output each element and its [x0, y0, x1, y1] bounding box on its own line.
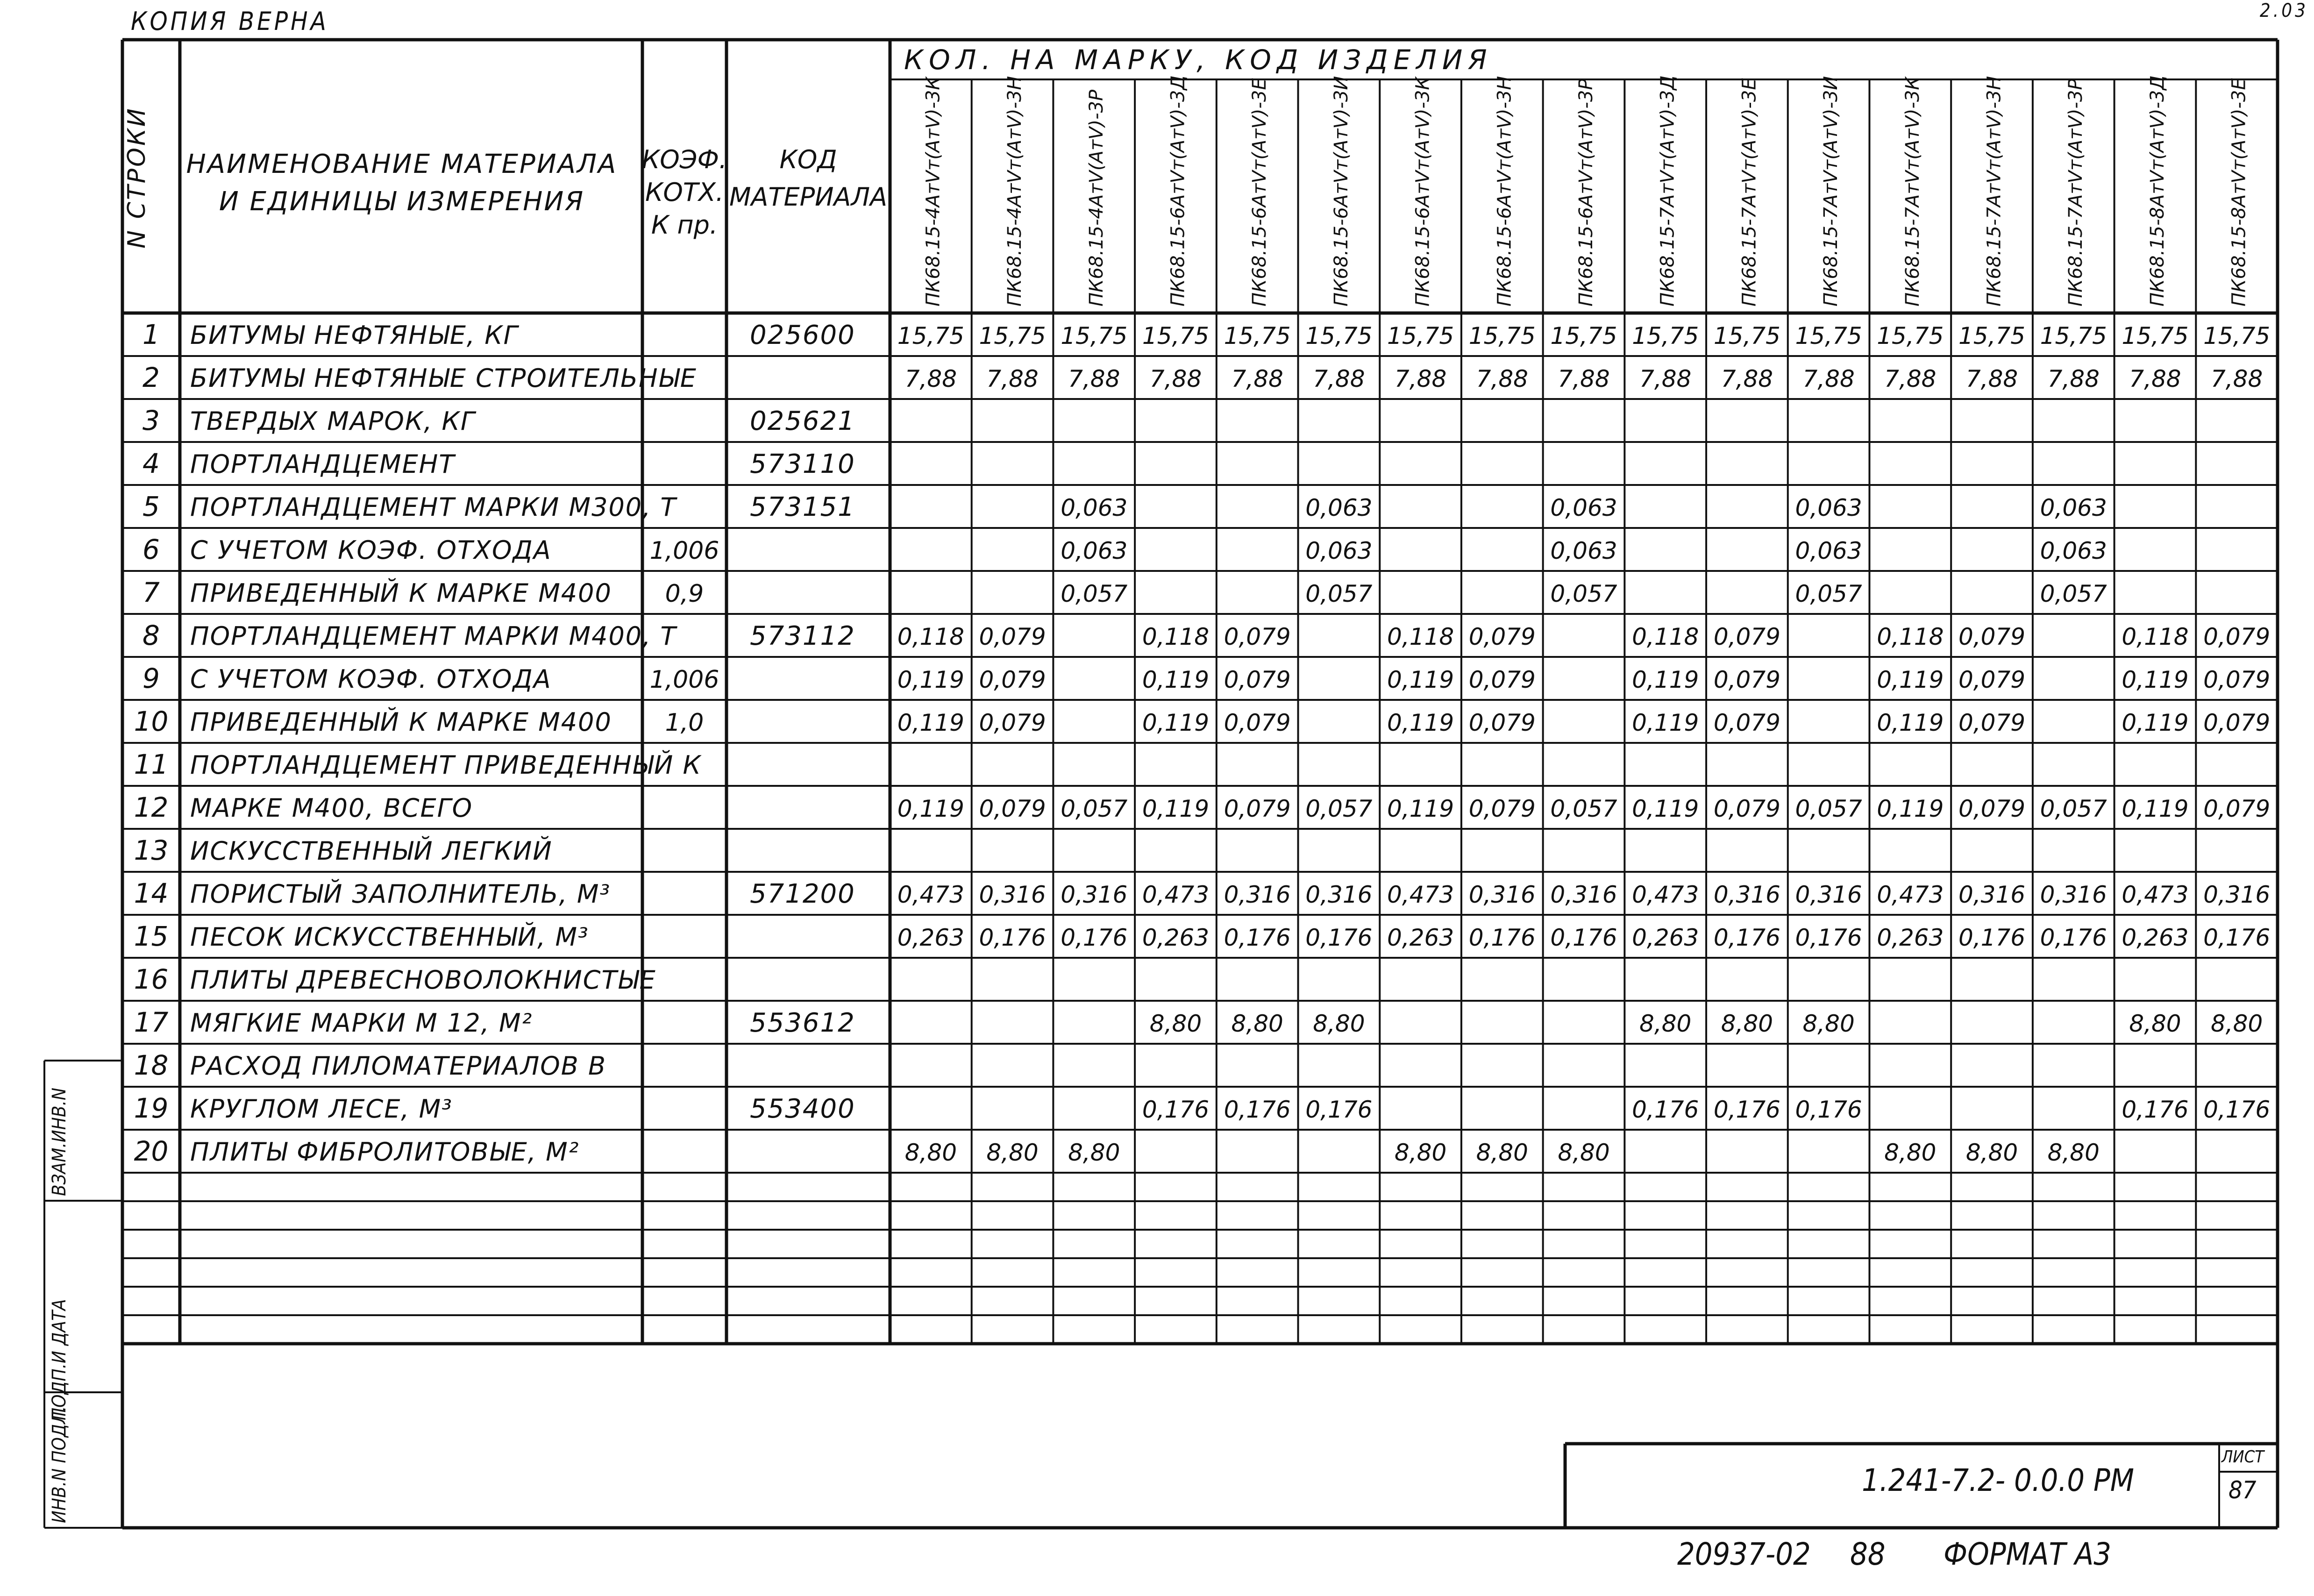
quantity-value: 0,079 [2203, 666, 2271, 693]
quantity-value: 0,079 [1958, 795, 2026, 822]
quantity-value: 15,75 [1387, 322, 1454, 349]
row-number: 13 [134, 834, 169, 866]
quantity-value: 0,316 [1305, 881, 1373, 908]
quantity-value: 0,063 [1061, 537, 1128, 564]
quantity-value: 0,119 [1632, 666, 1699, 693]
material-code: 571200 [750, 879, 855, 909]
material-name: ПЛИТЫ ФИБРОЛИТОВЫЕ, М² [190, 1137, 580, 1167]
product-code-header: ПК68.15-6АтVт(АтV)-3Д [1167, 75, 1189, 306]
quantity-value: 0,057 [1061, 580, 1128, 607]
table-content [123, 44, 2270, 1167]
quantity-value: 0,263 [897, 924, 964, 951]
quantity-value: 15,75 [1958, 322, 2026, 349]
quantity-value: 7,88 [1394, 365, 1447, 392]
quantity-value: 0,063 [2040, 537, 2107, 564]
quantity-value: 0,057 [1305, 795, 1373, 822]
coef-header-line-3: К пр. [651, 210, 718, 240]
quantity-value: 0,176 [1468, 924, 1536, 951]
quantity-value: 0,263 [1142, 924, 1210, 951]
quantity-value: 8,80 [904, 1139, 957, 1166]
quantity-value: 0,079 [979, 795, 1046, 822]
product-code-header: ПК68.15-4АтV(АтV)-3Р [1085, 89, 1107, 306]
row-number: 10 [134, 705, 169, 737]
material-name-header-line-2: И ЕДИНИЦЫ ИЗМЕРЕНИЯ [219, 186, 585, 217]
quantity-value: 0,119 [2122, 795, 2189, 822]
quantity-value: 8,80 [1965, 1139, 2018, 1166]
product-group-header: КОЛ. НА МАРКУ, КОД ИЗДЕЛИЯ [904, 44, 1493, 76]
quantity-value: 0,057 [1550, 795, 1617, 822]
material-code-header-line-2: МАТЕРИАЛА [729, 182, 888, 212]
quantity-value: 15,75 [1142, 322, 1210, 349]
quantity-value: 0,176 [1305, 1096, 1373, 1123]
material-name: ПОРИСТЫЙ ЗАПОЛНИТЕЛЬ, М³ [190, 879, 611, 909]
quantity-value: 0,057 [1061, 795, 1128, 822]
quantity-value: 0,079 [1224, 623, 1291, 650]
quantity-value: 0,118 [2122, 623, 2189, 650]
quantity-value: 0,176 [2122, 1096, 2189, 1123]
quantity-value: 0,118 [897, 623, 964, 650]
quantity-value: 0,119 [897, 709, 964, 736]
quantity-value: 0,057 [1795, 795, 1862, 822]
coefficient-value: 1,0 [665, 709, 704, 737]
quantity-value: 7,88 [1802, 365, 1855, 392]
quantity-value: 0,316 [1061, 881, 1128, 908]
quantity-value: 0,063 [1795, 494, 1862, 521]
material-code: 553400 [750, 1094, 855, 1124]
quantity-value: 8,80 [2210, 1010, 2263, 1037]
quantity-value: 0,063 [2040, 494, 2107, 521]
title-block-sheet-number: 87 [2229, 1476, 2257, 1504]
row-number: 8 [142, 620, 160, 651]
quantity-value: 0,079 [979, 623, 1046, 650]
row-number: 16 [134, 963, 169, 995]
material-name: ТВЕРДЫХ МАРОК, КГ [190, 406, 476, 436]
quantity-value: 0,176 [2203, 924, 2271, 951]
quantity-value: 0,118 [1387, 623, 1454, 650]
corner-sheet-note: 2.03 [2259, 0, 2308, 21]
quantity-value: 7,88 [986, 365, 1039, 392]
quantity-value: 0,176 [1061, 924, 1128, 951]
coefficient-value: 0,9 [665, 580, 704, 608]
quantity-value: 7,88 [1558, 365, 1610, 392]
quantity-value: 0,176 [1958, 924, 2026, 951]
quantity-value: 0,176 [1713, 1096, 1780, 1123]
material-code-header-line-1: КОД [779, 145, 837, 174]
quantity-value: 0,079 [1713, 709, 1780, 736]
quantity-value: 0,063 [1061, 494, 1128, 521]
material-name: БИТУМЫ НЕФТЯНЫЕ СТРОИТЕЛЬНЫЕ [190, 363, 697, 393]
quantity-value: 0,079 [1713, 666, 1780, 693]
quantity-value: 0,079 [1958, 709, 2026, 736]
product-code-header: ПК68.15-8АтVт(АтV)-3Е [2228, 78, 2250, 306]
quantity-value: 0,176 [1305, 924, 1373, 951]
row-number: 15 [134, 920, 169, 952]
material-name: ПОРТЛАНДЦЕМЕНТ МАРКИ М300, Т [190, 492, 677, 522]
quantity-value: 0,119 [1142, 709, 1210, 736]
quantity-value: 0,473 [1632, 881, 1699, 908]
row-number: 18 [134, 1049, 169, 1081]
quantity-value: 0,316 [1550, 881, 1617, 908]
material-name: ПОРТЛАНДЦЕМЕНТ ПРИВЕДЕННЫЙ К [190, 750, 702, 780]
order-number: 20937-02 [1677, 1536, 1811, 1572]
quantity-value: 0,119 [897, 666, 964, 693]
quantity-value: 0,119 [1877, 709, 1944, 736]
quantity-value: 0,263 [2122, 924, 2189, 951]
material-code: 553612 [750, 1008, 855, 1038]
material-name: БИТУМЫ НЕФТЯНЫЕ, КГ [190, 321, 519, 350]
row-number: 20 [134, 1135, 169, 1167]
quantity-value: 0,119 [1387, 795, 1454, 822]
row-number: 2 [142, 362, 160, 393]
quantity-value: 0,473 [1142, 881, 1210, 908]
quantity-value: 7,88 [1639, 365, 1692, 392]
quantity-value: 8,80 [2129, 1010, 2181, 1037]
product-code-header: ПК68.15-7АтVт(АтV)-3И [1820, 76, 1842, 306]
row-number: 12 [134, 791, 169, 823]
quantity-value: 8,80 [1802, 1010, 1855, 1037]
quantity-value: 0,057 [2040, 795, 2107, 822]
quantity-value: 0,119 [1142, 795, 1210, 822]
quantity-value: 15,75 [1877, 322, 1944, 349]
product-code-header: ПК68.15-7АтVт(АтV)-3Д [1657, 75, 1679, 306]
quantity-value: 0,119 [1632, 709, 1699, 736]
stamp-inv-original: ИНВ.N ПОДЛ. [49, 1406, 70, 1523]
quantity-value: 0,079 [2203, 709, 2271, 736]
quantity-value: 15,75 [897, 322, 964, 349]
quantity-value: 0,119 [1387, 709, 1454, 736]
quantity-value: 8,80 [1149, 1010, 1202, 1037]
quantity-value: 15,75 [1305, 322, 1373, 349]
quantity-value: 15,75 [2040, 322, 2107, 349]
quantity-value: 8,80 [1558, 1139, 1610, 1166]
quantity-value: 0,118 [1632, 623, 1699, 650]
quantity-value: 7,88 [904, 365, 957, 392]
quantity-value: 0,119 [1632, 795, 1699, 822]
quantity-value: 15,75 [979, 322, 1046, 349]
quantity-value: 0,119 [1142, 666, 1210, 693]
material-name: С УЧЕТОМ КОЭФ. ОТХОДА [190, 664, 552, 694]
quantity-value: 0,119 [897, 795, 964, 822]
coef-header-line-1: КОЭФ. [641, 145, 727, 174]
quantity-value: 0,263 [1387, 924, 1454, 951]
row-number: 1 [142, 319, 160, 350]
stamp-replace-inv: ВЗАМ.ИНВ.N [49, 1088, 70, 1196]
quantity-value: 0,316 [2040, 881, 2107, 908]
quantity-value: 0,176 [1713, 924, 1780, 951]
product-code-header: ПК68.15-6АтVт(АтV)-3И [1330, 76, 1352, 306]
quantity-value: 7,88 [1721, 365, 1773, 392]
product-code-header: ПК68.15-6АтVт(АтV)-3К [1412, 77, 1434, 306]
quantity-value: 0,057 [1795, 580, 1862, 607]
quantity-value: 0,057 [1305, 580, 1373, 607]
product-code-header: ПК68.15-8АтVт(АтV)-3Д [2146, 75, 2168, 306]
quantity-value: 0,079 [1713, 795, 1780, 822]
quantity-value: 15,75 [2203, 322, 2271, 349]
quantity-value: 7,88 [1313, 365, 1365, 392]
quantity-value: 0,063 [1305, 537, 1373, 564]
quantity-value: 0,119 [1877, 666, 1944, 693]
material-name-header-line-1: НАИМЕНОВАНИЕ МАТЕРИАЛА [186, 149, 618, 179]
quantity-value: 0,118 [1877, 623, 1944, 650]
row-number: 19 [134, 1092, 169, 1124]
coef-header-line-2: КОТХ. [645, 178, 724, 207]
quantity-value: 0,176 [1142, 1096, 1210, 1123]
quantity-value: 0,119 [1877, 795, 1944, 822]
material-name: С УЧЕТОМ КОЭФ. ОТХОДА [190, 535, 552, 565]
quantity-value: 0,118 [1142, 623, 1210, 650]
stamp-sign-date: ПОДП.И ДАТА [49, 1299, 70, 1420]
quantity-value: 15,75 [1061, 322, 1128, 349]
material-code: 573112 [750, 621, 855, 651]
material-name: КРУГЛОМ ЛЕСЕ, М³ [190, 1094, 453, 1124]
quantity-value: 0,063 [1550, 537, 1617, 564]
row-number: 4 [142, 448, 160, 479]
quantity-value: 0,079 [1224, 709, 1291, 736]
quantity-value: 0,316 [2203, 881, 2271, 908]
product-code-header: ПК68.15-6АтVт(АтV)-3Н [1494, 76, 1516, 306]
product-code-header: ПК68.15-6АтVт(АтV)-3Е [1249, 78, 1271, 306]
quantity-value: 7,88 [1965, 365, 2018, 392]
copy-certified-note: КОПИЯ ВЕРНА [131, 7, 329, 36]
title-block-sheet-label: ЛИСТ [2221, 1447, 2264, 1467]
quantity-value: 0,316 [1958, 881, 2026, 908]
quantity-value: 0,176 [1795, 1096, 1862, 1123]
quantity-value: 0,473 [1387, 881, 1454, 908]
quantity-value: 7,88 [2129, 365, 2181, 392]
material-name: РАСХОД ПИЛОМАТЕРИАЛОВ В [190, 1051, 607, 1081]
quantity-value: 0,316 [1795, 881, 1862, 908]
material-code: 025621 [750, 406, 855, 436]
quantity-value: 0,079 [1468, 709, 1536, 736]
quantity-value: 0,176 [1224, 924, 1291, 951]
material-name: ПЛИТЫ ДРЕВЕСНОВОЛОКНИСТЫЕ [190, 965, 656, 995]
quantity-value: 0,176 [1795, 924, 1862, 951]
quantity-value: 0,079 [1958, 666, 2026, 693]
quantity-value: 8,80 [986, 1139, 1039, 1166]
quantity-value: 0,119 [2122, 666, 2189, 693]
row-number: 9 [142, 663, 160, 694]
row-number-header: N СТРОКИ [123, 107, 151, 249]
quantity-value: 7,88 [2047, 365, 2100, 392]
quantity-value: 0,316 [1468, 881, 1536, 908]
quantity-value: 0,057 [2040, 580, 2107, 607]
material-name: ПОРТЛАНДЦЕМЕНТ МАРКИ М400, Т [190, 621, 677, 651]
quantity-value: 0,119 [2122, 709, 2189, 736]
title-block-doc-code: 1.241-7.2- 0.0.0 РМ [1862, 1462, 2134, 1498]
coefficient-value: 1,006 [649, 537, 719, 565]
quantity-value: 0,316 [1713, 881, 1780, 908]
quantity-value: 0,176 [979, 924, 1046, 951]
quantity-value: 0,473 [1877, 881, 1944, 908]
row-number: 17 [134, 1006, 169, 1038]
quantity-value: 7,88 [1231, 365, 1283, 392]
row-number: 7 [142, 577, 160, 608]
quantity-value: 8,80 [1068, 1139, 1120, 1166]
material-name: ПРИВЕДЕННЫЙ К МАРКЕ М400 [190, 578, 612, 608]
quantity-value: 15,75 [1468, 322, 1536, 349]
table-grid [44, 40, 2278, 1528]
product-code-header: ПК68.15-7АтVт(АтV)-3Н [1983, 76, 2005, 306]
material-code: 025600 [750, 320, 855, 350]
quantity-value: 0,176 [1550, 924, 1617, 951]
row-number: 6 [142, 534, 160, 565]
quantity-value: 7,88 [1068, 365, 1120, 392]
quantity-value: 0,176 [1632, 1096, 1699, 1123]
page-number: 88 [1850, 1536, 1886, 1572]
quantity-value: 15,75 [1550, 322, 1617, 349]
material-name: ПРИВЕДЕННЫЙ К МАРКЕ М400 [190, 707, 612, 737]
quantity-value: 15,75 [1632, 322, 1699, 349]
quantity-value: 0,079 [1713, 623, 1780, 650]
quantity-value: 8,80 [2047, 1139, 2100, 1166]
material-name: МАРКЕ М400, ВСЕГО [190, 793, 473, 823]
material-code: 573110 [750, 449, 855, 479]
quantity-value: 0,176 [2040, 924, 2107, 951]
quantity-value: 15,75 [1713, 322, 1780, 349]
product-code-header: ПК68.15-4АтVт(АтV)-3Н [1004, 76, 1026, 306]
material-code: 573151 [750, 492, 855, 522]
row-number: 5 [142, 491, 160, 522]
product-code-header: ПК68.15-4АтVт(АтV)-3К [922, 77, 944, 306]
quantity-value: 8,80 [1313, 1010, 1365, 1037]
quantity-value: 0,063 [1305, 494, 1373, 521]
quantity-value: 0,079 [1224, 666, 1291, 693]
quantity-value: 0,079 [979, 709, 1046, 736]
quantity-value: 0,263 [1632, 924, 1699, 951]
quantity-value: 8,80 [1231, 1010, 1283, 1037]
quantity-value: 8,80 [1884, 1139, 1937, 1166]
quantity-value: 0,316 [979, 881, 1046, 908]
coefficient-value: 1,006 [649, 666, 719, 694]
quantity-value: 15,75 [2122, 322, 2189, 349]
quantity-value: 0,176 [1224, 1096, 1291, 1123]
product-code-header: ПК68.15-7АтVт(АтV)-3Е [1738, 78, 1760, 306]
quantity-value: 8,80 [1476, 1139, 1528, 1166]
quantity-value: 7,88 [1884, 365, 1937, 392]
quantity-value: 0,079 [1224, 795, 1291, 822]
quantity-value: 0,063 [1795, 537, 1862, 564]
quantity-value: 0,316 [1224, 881, 1291, 908]
quantity-value: 0,063 [1550, 494, 1617, 521]
material-name: МЯГКИЕ МАРКИ М 12, М² [190, 1008, 533, 1038]
quantity-value: 0,079 [2203, 623, 2271, 650]
row-number: 3 [142, 405, 160, 436]
quantity-value: 8,80 [1639, 1010, 1692, 1037]
product-code-header: ПК68.15-7АтVт(АтV)-3К [1901, 77, 1923, 306]
quantity-value: 0,263 [1877, 924, 1944, 951]
product-code-header: ПК68.15-6АтVт(АтV)-3Р [1575, 78, 1597, 306]
quantity-value: 7,88 [2210, 365, 2263, 392]
material-name: ПОРТЛАНДЦЕМЕНТ [190, 449, 456, 479]
quantity-value: 0,176 [2203, 1096, 2271, 1123]
quantity-value: 0,079 [1958, 623, 2026, 650]
quantity-value: 0,473 [897, 881, 964, 908]
quantity-value: 0,079 [1468, 795, 1536, 822]
quantity-value: 0,079 [2203, 795, 2271, 822]
material-name: ПЕСОК ИСКУССТВЕННЫЙ, М³ [190, 922, 589, 952]
quantity-value: 15,75 [1224, 322, 1291, 349]
quantity-value: 8,80 [1394, 1139, 1447, 1166]
quantity-value: 0,079 [1468, 666, 1536, 693]
quantity-value: 0,473 [2122, 881, 2189, 908]
quantity-value: 0,119 [1387, 666, 1454, 693]
quantity-value: 7,88 [1476, 365, 1528, 392]
row-number: 11 [134, 748, 169, 780]
product-code-header: ПК68.15-7АтVт(АтV)-3Р [2065, 78, 2087, 306]
row-number: 14 [134, 877, 169, 909]
material-name: ИСКУССТВЕННЫЙ ЛЕГКИЙ [190, 836, 553, 866]
quantity-value: 15,75 [1795, 322, 1862, 349]
quantity-value: 0,057 [1550, 580, 1617, 607]
quantity-value: 0,079 [1468, 623, 1536, 650]
quantity-value: 7,88 [1149, 365, 1202, 392]
paper-format: ФОРМАТ А3 [1944, 1536, 2111, 1572]
quantity-value: 8,80 [1721, 1010, 1773, 1037]
quantity-value: 0,079 [979, 666, 1046, 693]
